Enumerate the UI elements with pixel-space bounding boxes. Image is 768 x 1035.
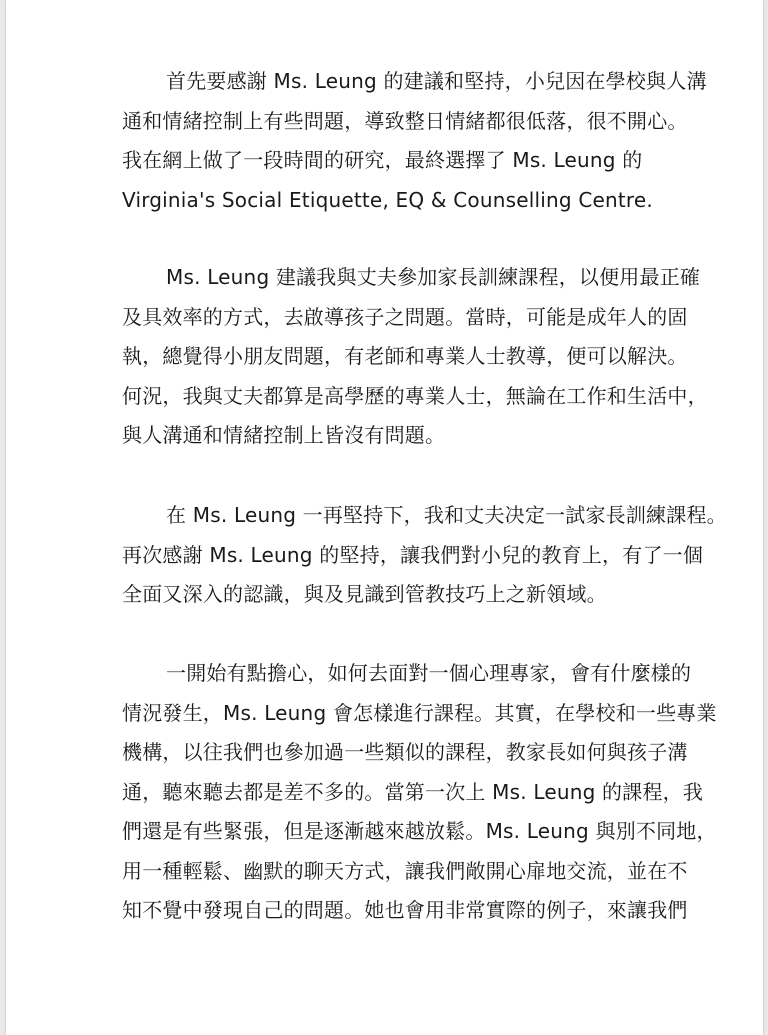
paragraph-line: 與人溝通和情緒控制上皆沒有問題。 bbox=[122, 423, 446, 447]
paragraph-1 bbox=[122, 62, 712, 220]
paragraph-4-text bbox=[122, 654, 717, 931]
paragraph-3 bbox=[122, 496, 727, 615]
paragraph-line: 知不覺中發現自己的問題。她也會用非常實際的例子，來讓我們 bbox=[122, 898, 688, 922]
paragraph-line: Ms. Leung 建議我與丈夫參加家長訓練課程，以便用最正確 bbox=[166, 265, 701, 289]
paragraph-line: 機構，以往我們也參加過一些類似的課程，教家長如何與孩子溝 bbox=[122, 740, 688, 764]
paragraph-2-text bbox=[122, 258, 712, 456]
paragraph-line: 們還是有些緊張，但是逐漸越來越放鬆。Ms. Leung 與別不同地， bbox=[122, 819, 717, 843]
paragraph-line: 再次感謝 Ms. Leung 的堅持，讓我們對小兒的教育上，有了一個 bbox=[122, 542, 704, 567]
paragraph-line: 首先要感謝 Ms. Leung 的建議和堅持，小兒因在學校與人溝 bbox=[166, 69, 707, 93]
paragraph-2 bbox=[122, 258, 712, 456]
paragraph-line: 一開始有點擔心，如何去面對一個心理專家，會有什麼樣的 bbox=[166, 661, 692, 685]
paragraph-line: 我在網上做了一段時間的研究，最終選擇了 Ms. Leung 的 bbox=[122, 148, 643, 172]
document-page bbox=[6, 0, 763, 1035]
paragraph-line: 何況，我與丈夫都算是高學歷的專業人士，無論在工作和生活中， bbox=[122, 383, 708, 408]
paragraph-line: 全面又深入的認識，與及見識到管教技巧上之新領域。 bbox=[122, 582, 607, 606]
paragraph-line: 在 Ms. Leung 一再堅持下，我和丈夫决定一試家長訓練課程。 bbox=[166, 503, 727, 527]
paragraph-4 bbox=[122, 654, 717, 931]
paragraph-line: 及具效率的方式，去啟導孩子之問題。當時，可能是成年人的固 bbox=[122, 304, 688, 329]
paragraph-line: 用一種輕鬆、幽默的聊天方式，讓我們敞開心扉地交流，並在不 bbox=[122, 858, 688, 883]
paragraph-line: Virginia's Social Etiquette, EQ & Counselling Centre. bbox=[122, 187, 653, 212]
paragraph-line: 通，聽來聽去都是差不多的。當第一次上 Ms. Leung 的課程，我 bbox=[122, 779, 704, 804]
paragraph-3-text bbox=[122, 496, 727, 615]
paragraph-line: 通和情緒控制上有些問題，導致整日情緒都很低落，很不開心。 bbox=[122, 108, 688, 133]
paragraph-line: 執，總覺得小朋友問題，有老師和專業人士教導，便可以解決。 bbox=[122, 344, 688, 368]
paragraph-1-text bbox=[122, 62, 712, 220]
paragraph-line: 情況發生，Ms. Leung 會怎樣進行課程。其實，在學校和一些專業 bbox=[122, 700, 717, 725]
